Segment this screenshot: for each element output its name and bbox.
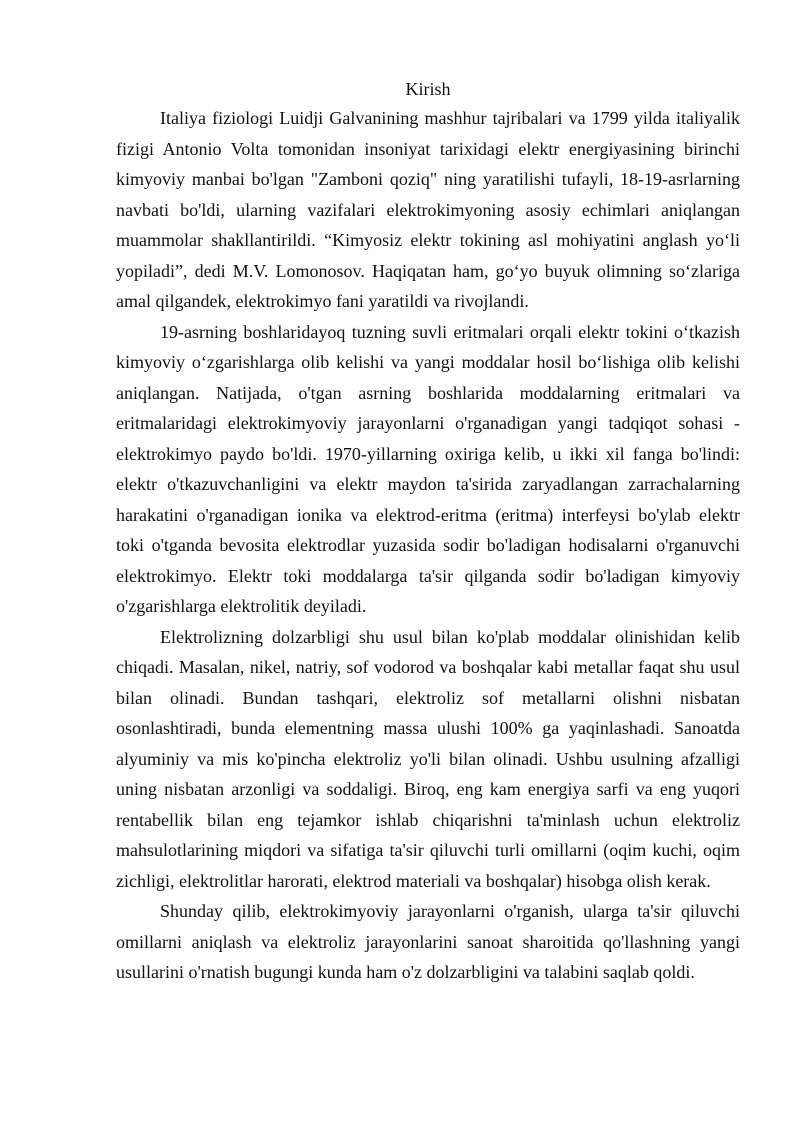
page-title: Kirish [405, 79, 451, 99]
paragraph-3: Elektrolizning dolzarbligi shu usul bilan ko'plab moddalar olinishidan kelib chiqadi. Masalan, nikel, natriy, sof vodorod va boshqalar kabi metallar faqat shu usul bilan olinadi. Bundan tashqari, elektroliz sof metallarni olishni nisbatan osonlashtiradi, bunda elementning massa ulushi 100% ga yaqinlashadi. Sanoatda alyuminiy va mis ko'pincha elektroliz yo'li bilan olinadi. Ushbu usulning afzalligi uning nisbatan arzonligi va soddaligi. Biroq, eng kam energiya sarfi va eng yuqori rentabellik bilan eng tejamkor ishlab chiqarishni ta'minlash uchun elektroliz mahsulotlarining miqdori va sifatiga ta'sir qiluvchi turli omillarni (oqim kuchi, oqim zichligi, elektrolitlar harorati, elektrod materiali va boshqalar) hisobga olish kerak. [116, 626, 740, 891]
paragraph-4: Shunday qilib, elektrokimyoviy jarayonlarni o'rganish, ularga ta'sir qiluvchi omillarni aniqlash va elektroliz jarayonlarini sanoat sharoitida qo'llashning yangi usullarini o'rnatish bugungi kunda ham o'z dolzarbligini va talabini saqlab qoldi. [116, 901, 740, 982]
paragraph-1: Italiya fiziologi Luidji Galvanining mashhur tajribalari va 1799 yilda italiyalik fizigi Antonio Volta tomonidan insoniyat tarixidagi elektr energiyasining birinchi kimyoviy manbai bo'lgan "Zamboni qoziq" ning yaratilishi tufayli, 18-19-asrlarning navbati bo'ldi, ularning vazifalari elektrokimyoning asosiy echimlari aniqlangan muammolar shakllantirildi. “Kimyosiz elektr tokining asl mohiyatini anglash yo‘li yopiladi”, dedi M.V. Lomonosov. Haqiqatan ham, go‘yo buyuk olimning so‘zlariga amal qilgandek, elektrokimyo fani yaratildi va rivojlandi. [116, 108, 740, 311]
paragraph-2: 19-asrning boshlaridayoq tuzning suvli eritmalari orqali elektr tokini o‘tkazish kimyoviy o‘zgarishlarga olib kelishi va yangi moddalar hosil bo‘lishiga olib kelishi aniqlangan. Natijada, o'tgan asrning boshlarida moddalarning eritmalari va eritmalaridagi elektrokimyoviy jarayonlarni o'rganadigan yangi tadqiqot sohasi - elektrokimyo paydo bo'ldi. 1970-yillarning oxiriga kelib, u ikki xil fanga bo'lindi: elektr o'tkazuvchanligini va elektr maydon ta'sirida zaryadlangan zarrachalarning harakatini o'rganadigan ionika va elektrod-eritma (eritma) interfeysi bo'ylab elektr toki o'tganda bevosita elektrodlar yuzasida sodir bo'ladigan hodisalarni o'rganuvchi elektrokimyo. Elektr toki moddalarga ta'sir qilganda sodir bo'ladigan kimyoviy o'zgarishlarga elektrolitik deyiladi. [116, 321, 740, 616]
document-body [116, 76, 740, 988]
